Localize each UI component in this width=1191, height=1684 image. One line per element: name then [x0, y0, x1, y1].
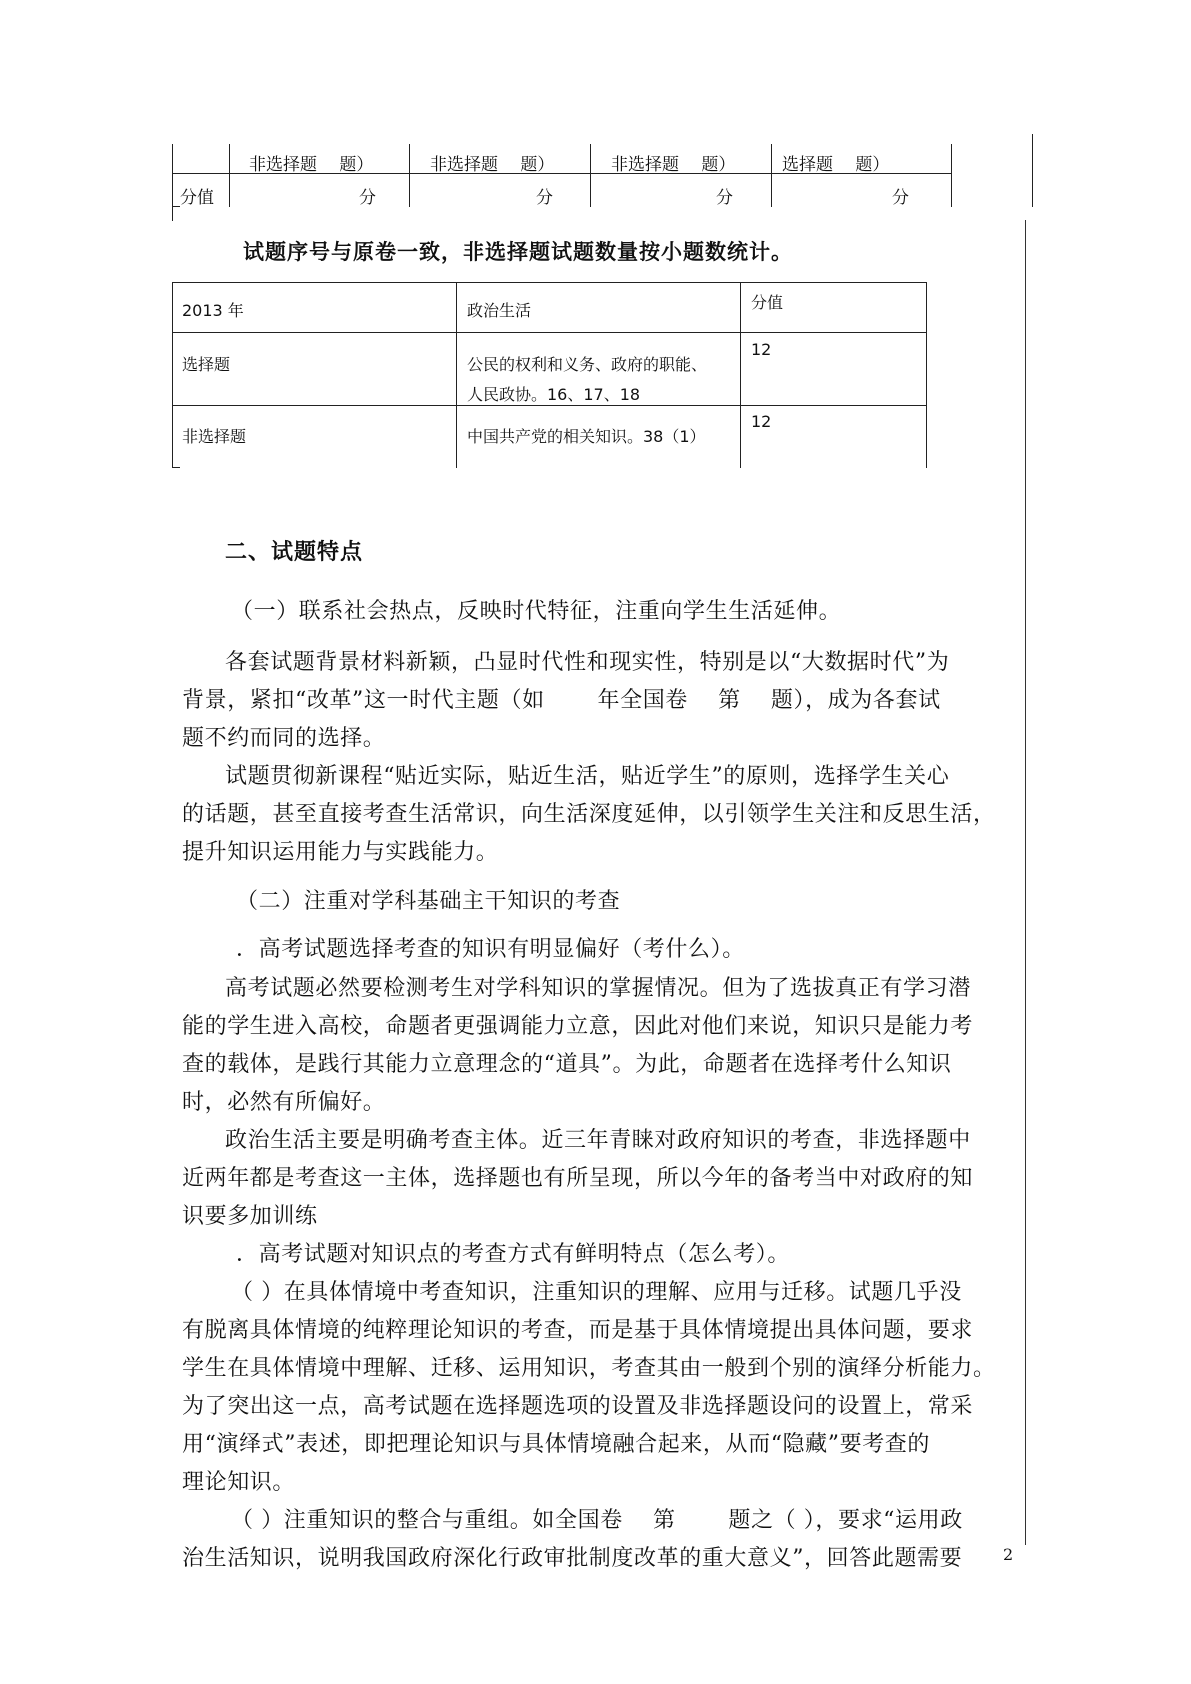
paragraph-line: 的话题，甚至直接考查生活常识，向生活深度延伸，以引领学生关注和反思生活， — [182, 802, 996, 827]
table-border — [926, 282, 927, 468]
table-cell: 非选择题 题） — [249, 155, 374, 175]
table-cell: 分值 — [180, 188, 214, 208]
paragraph-line: （二）注重对学科基础主干知识的考查 — [236, 889, 621, 914]
paragraph-line: 试题贯彻新课程“贴近实际，贴近生活，贴近学生”的原则，选择学生关心 — [225, 764, 950, 789]
table-border — [172, 144, 173, 221]
paragraph-line: 背景，紧扣“改革”这一时代主题（如 年全国卷 第 题），成为各套试 — [182, 688, 941, 713]
table-cell: 非选择题 — [182, 427, 247, 446]
table-cell: 选择题 — [182, 355, 231, 374]
table-border — [456, 282, 457, 468]
paragraph-line: 治生活知识，说明我国政府深化行政审批制度改革的重大意义”，回答此题需要 — [182, 1546, 963, 1571]
table-cell: 12 — [751, 340, 772, 359]
paragraph-line: 提升知识运用能力与实践能力。 — [182, 840, 499, 865]
table-cell: 非选择题 题） — [430, 155, 555, 175]
table-cell: 分 — [359, 188, 376, 208]
top-score-table — [172, 144, 1032, 221]
paragraph-line: 题不约而同的选择。 — [182, 726, 386, 751]
score-table-2013 — [172, 282, 926, 468]
table-header-score: 分值 — [751, 293, 784, 312]
paragraph-line: 高考试题必然要检测考生对学科知识的掌握情况。但为了选拔真正有学习潜 — [225, 976, 971, 1001]
table-header-module: 政治生活 — [467, 301, 532, 320]
table-note: 试题序号与原卷一致，非选择题试题数量按小题数统计。 — [243, 240, 793, 264]
page-number: 2 — [1003, 1545, 1014, 1564]
page-margin-rule — [1025, 220, 1026, 1545]
table-border — [172, 332, 926, 333]
table-cell: 选择题 题） — [782, 155, 890, 175]
table-border — [590, 144, 591, 207]
table-border — [409, 144, 410, 207]
paragraph-line: 政治生活主要是明确考查主体。近三年青睐对政府知识的考查，非选择题中 — [225, 1128, 971, 1153]
table-border — [740, 282, 741, 468]
paragraph-line: （一）联系社会热点，反映时代特征，注重向学生生活延伸。 — [231, 599, 842, 624]
table-border — [771, 144, 772, 207]
table-border — [951, 144, 952, 207]
table-header-year: 2013 年 — [182, 301, 244, 320]
table-border — [172, 282, 173, 468]
paragraph-line: 近两年都是考查这一主体，选择题也有所呈现，所以今年的备考当中对政府的知 — [182, 1166, 974, 1191]
table-border — [1032, 134, 1033, 207]
table-cell: 公民的权利和义务、政府的职能、 — [467, 355, 708, 374]
paragraph-line: （ ）在具体情境中考查知识，注重知识的理解、应用与迁移。试题几乎没 — [231, 1280, 962, 1305]
paragraph-line: 能的学生进入高校，命题者更强调能力立意，因此对他们来说，知识只是能力考 — [182, 1014, 974, 1039]
paragraph-line: ．高考试题对知识点的考查方式有鲜明特点（怎么考）。 — [236, 1242, 791, 1267]
paragraph-line: 为了突出这一点，高考试题在选择题选项的设置及非选择题设问的设置上，常采 — [182, 1394, 974, 1419]
table-cell: 分 — [892, 188, 909, 208]
table-border — [172, 282, 926, 283]
table-border — [172, 405, 926, 406]
paragraph-line: 时，必然有所偏好。 — [182, 1090, 386, 1115]
paragraph-line: （ ）注重知识的整合与重组。如全国卷 第 题之（ ），要求“运用政 — [231, 1508, 963, 1533]
table-cell: 人民政协。16、17、18 — [467, 385, 641, 404]
table-border — [172, 206, 180, 207]
paragraph-line: 理论知识。 — [182, 1470, 296, 1495]
paragraph-line: 学生在具体情境中理解、迁移、运用知识，考查其由一般到个别的演绎分析能力。 — [182, 1356, 996, 1381]
table-cell: 中国共产党的相关知识。38（1） — [467, 427, 706, 446]
paragraph-line: 识要多加训练 — [182, 1204, 318, 1229]
paragraph-line: 用“演绎式”表述，即把理论知识与具体情境融合起来，从而“隐藏”要考查的 — [182, 1432, 930, 1457]
paragraph-line: 有脱离具体情境的纯粹理论知识的考查，而是基于具体情境提出具体问题，要求 — [182, 1318, 974, 1343]
table-cell: 分 — [716, 188, 733, 208]
table-border — [172, 467, 180, 468]
paragraph-line: ．高考试题选择考查的知识有明显偏好（考什么）。 — [236, 937, 745, 962]
paragraph-line: 查的载体，是践行其能力立意理念的“道具”。为此，命题者在选择考什么知识 — [182, 1052, 952, 1077]
paragraph-line: 各套试题背景材料新颖，凸显时代性和现实性，特别是以“大数据时代”为 — [225, 650, 950, 675]
table-cell: 非选择题 题） — [611, 155, 736, 175]
table-cell: 12 — [751, 412, 772, 431]
section-heading: 二、试题特点 — [225, 540, 364, 565]
table-border — [229, 144, 230, 207]
table-cell: 分 — [536, 188, 553, 208]
